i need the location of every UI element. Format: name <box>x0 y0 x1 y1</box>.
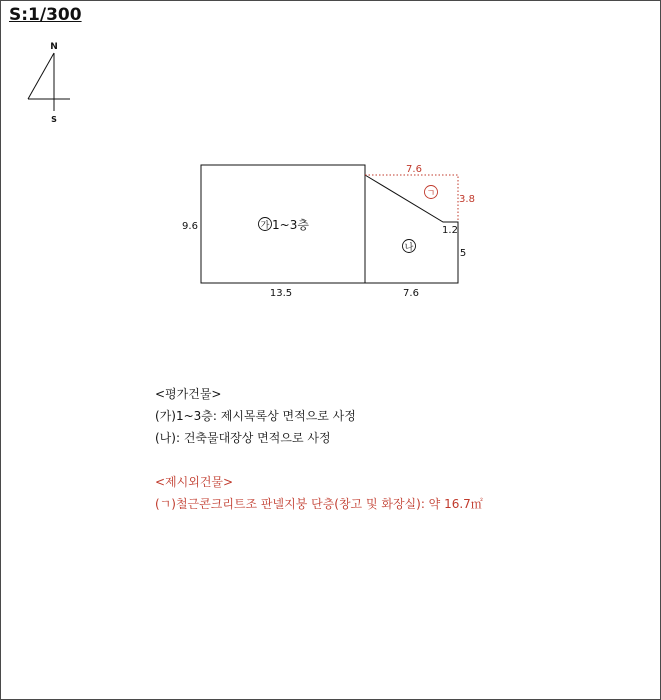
ga-note: (가)1~3층: 제시목록상 면적으로 사정 <box>155 409 356 423</box>
evaluated-title: <평가건물> <box>155 387 222 401</box>
notes-block <box>155 383 483 515</box>
dim-na-right: 5 <box>459 248 467 259</box>
compass-south-label: S <box>51 115 57 124</box>
dim-outside-right: 3.8 <box>459 194 475 205</box>
dim-outside-top: 7.6 <box>406 164 422 175</box>
excluded-note: (ㄱ)철근콘크리트조 판넬지붕 단층(창고 및 화장실): 약 16.7㎡ <box>155 497 483 511</box>
scale-label: S:1/300 <box>9 5 82 25</box>
building-na-marker: 나 <box>404 243 414 253</box>
building-ga-label: 1~3층 <box>272 218 309 232</box>
building-ga-marker: 가 <box>260 221 270 231</box>
notes-spacer <box>155 449 483 471</box>
compass-icon <box>28 42 70 124</box>
outside-building-outline <box>365 175 458 222</box>
excluded-title: <제시외건물> <box>155 475 234 489</box>
outside-building-marker: ㄱ <box>426 189 436 199</box>
dim-na-bottom: 7.6 <box>403 288 419 299</box>
dim-step: 1.2 <box>442 225 458 236</box>
na-note: (나): 건축물대장상 면적으로 사정 <box>155 431 331 445</box>
dim-ga-height: 9.6 <box>182 221 198 232</box>
compass-north-label: N <box>50 42 58 52</box>
dim-ga-width: 13.5 <box>269 288 293 299</box>
